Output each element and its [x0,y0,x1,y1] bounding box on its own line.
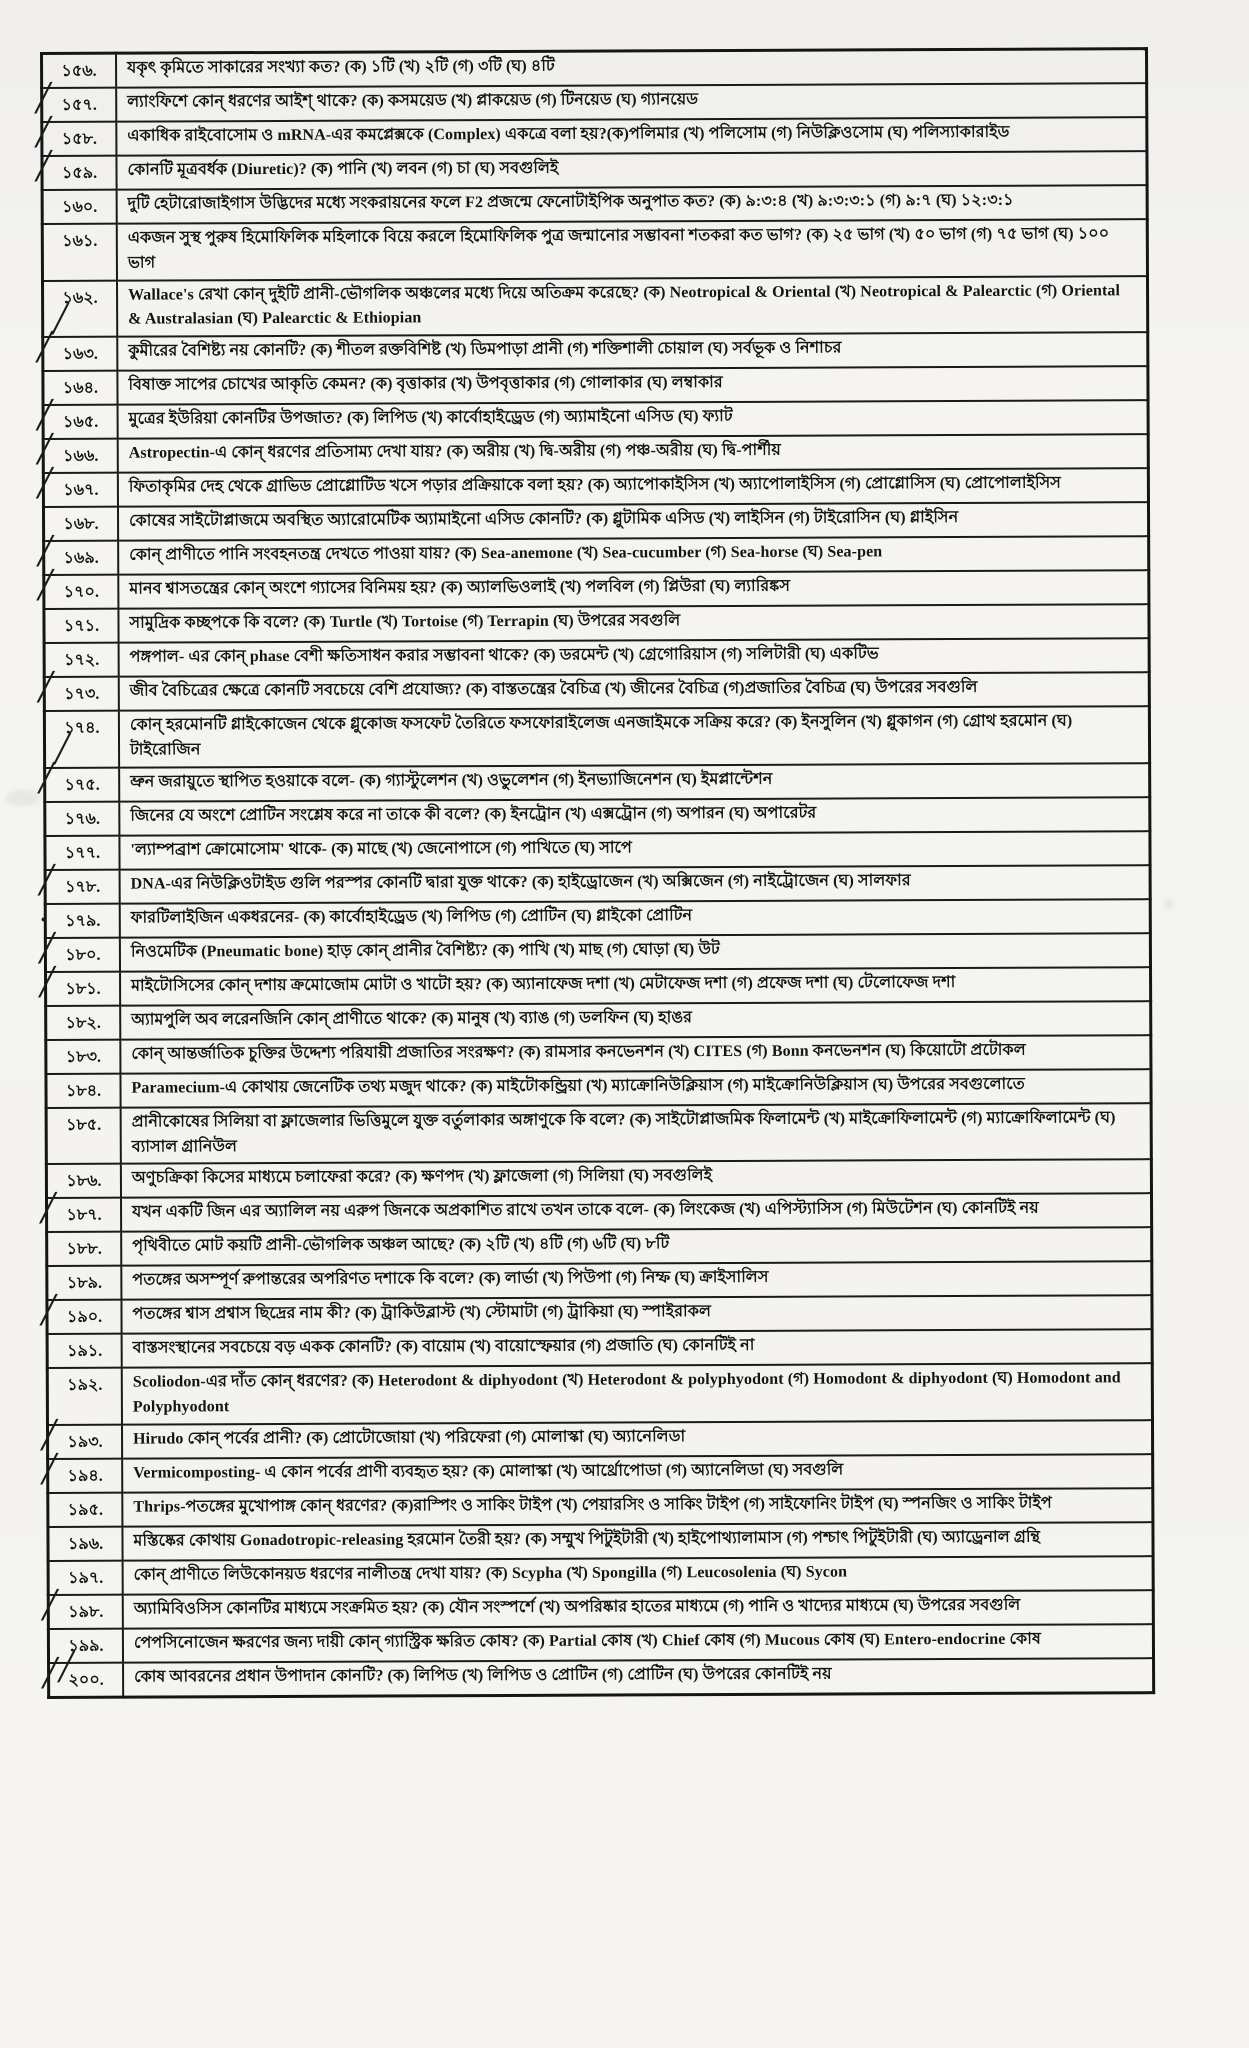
question-number-cell [46,1073,121,1107]
question-row [48,1488,1153,1527]
pen-tick-icon [54,734,74,760]
question-text: Astropectin-এ কোন্ ধরণের প্রতিসাম্য দেখা যায়? (ক) অরীয় (খ) দ্বি-অরীয় (গ) পঞ্চ-অরীয় (ঘ) দ্বি-পার্শীয় [118,434,1149,472]
question-row [44,672,1149,711]
question-number: ১৮২. [65,1014,101,1032]
question-text: কোষ আবরনের প্রধান উপাদান কোনটি? (ক) লিপিড (খ) লিপিড ও প্রোটিন (গ) প্রোটিন (ঘ) উপরের কোনটিই নয় [123,1658,1154,1697]
question-row [49,1658,1154,1697]
question-number: ১৯০. [66,1309,103,1327]
question-text: যকৃৎ কৃমিতে সাকারের সংখ্যা কত? (ক) ১টি (খ) ২টি (গ) ৩টি (ঘ) ৪টি [116,49,1147,88]
question-number: ১৬৭. [63,481,99,500]
question-number-cell [42,156,117,190]
question-text: কুমীরের বৈশিষ্ট্য নয় কোনটি? (ক) শীতল রক্তবিশিষ্ট (খ) ডিমপাড়া প্রানী (গ) শক্তিশালী চোয়াল (ঘ) সর্বভূক ও নিশাচর [117,332,1148,370]
question-number-cell [46,1005,121,1039]
question-number: ১৯৫. [67,1501,103,1519]
question-text: অণুচক্রিকা কিসের মাধ্যমে চলাফেরা করে? (ক) ক্ষণপদ (খ) ফ্লাজেলা (গ) সিলিয়া (ঘ) সবগুলিই [121,1160,1152,1198]
question-number: ১৯৩. [67,1433,103,1451]
question-number-cell [45,801,120,835]
question-text: প্রানীকোষের সিলিয়া বা ফ্লাজেলার ভিত্তিমুলে যুক্ত বর্তুলাকার অঙ্গাণুকে কি বলে? (ক) সাইটোপ্লাজমিক ফিলামেন্ট (খ) মাইক্রোফিলামেন্ট (গ) ম্যাক্রোফিলামেন্ট (ঘ) ব্যাসাল গ্রানিউল [121,1103,1152,1164]
question-number-cell [48,1561,123,1595]
question-text: Wallace's রেখা কোন্ দুইটি প্রানী-ভৌগলিক অঞ্চলের মধ্যে দিয়ে অতিক্রম করেছে? (ক) Neotropical & Oriental (খ) Neotropical & Palearctic (গ) Oriental & Australasian (ঘ) Palearctic & Ethiopian [117,276,1148,337]
question-number-cell [45,767,120,801]
question-number-cell [42,122,117,156]
pen-tick-icon [41,914,51,924]
question-text: মস্তিষ্কের কোথায় Gonadotropic-releasing হরমোন তৈরী হয়? (ক) সম্মুখ পিটুইটারী (খ) হাইপোথ্যালামাস (গ) পশ্চাৎ পিটুইটারী (ঘ) অ্যাড্রেনাল গ্রন্থি [122,1522,1153,1560]
question-row [47,1228,1152,1267]
question-text: নিওমেটিক (Pneumatic bone) হাড় কোন্ প্রানীর বৈশিষ্ট্য? (ক) পাখি (খ) মাছ (গ) ঘোড়া (ঘ) উট [120,933,1151,971]
pen-tick-icon [52,303,72,329]
question-text: পতঙ্গের শ্বাস প্রশ্বাস ছিদ্রের নাম কী? (ক) ট্রাকিউব্লাস্ট (খ) স্টোমাটা (গ) ট্রাকিয়া (ঘ) স্পাইরাকল [121,1296,1152,1334]
question-number: ১৯৭. [68,1569,104,1587]
question-number: ১৭০. [63,583,99,602]
question-row [46,1001,1151,1040]
question-number-cell [45,937,120,971]
question-number-cell [46,971,121,1005]
question-number-cell [47,1425,122,1459]
question-row [43,400,1148,439]
question-text: পতঙ্গের অসম্পূর্ণ রুপান্তরের অপরিণত দশাকে কি বলে? (ক) লার্ভা (খ) পিউপা (গ) নিম্ফ (ঘ) ক্রাইসালিস [121,1262,1152,1300]
question-text: একাধিক রাইবোসোম ও mRNA-এর কমপ্লেক্সকে (Complex) একত্রে বলা হয়?(ক)পলিমার (খ) পলিসোম (গ) নিউক্লিওসোম (ঘ) পলিস্যাকারাইড [116,117,1147,155]
question-number: ১৭৪. [64,719,100,738]
question-number: ১৬৪. [62,379,99,398]
question-number: ১৬৫. [62,413,99,432]
scanned-question-sheet [40,47,1155,1699]
question-number-cell [44,541,119,575]
question-number: ১৫৯. [61,164,98,182]
question-row [44,604,1149,643]
question-row [47,1296,1152,1335]
question-row [44,536,1149,575]
question-number-cell [43,507,118,541]
question-number: ১৬৯. [63,549,99,568]
scan-smudge [1164,900,1174,908]
question-row [48,1624,1153,1663]
question-number: ১৭৬. [64,810,100,828]
question-number: ১৮৪. [65,1082,102,1100]
question-row [43,502,1148,541]
question-number-cell [43,439,118,473]
question-text: Scoliodon-এর দাঁত কোন্ ধরণের? (ক) Heterodont & diphyodont (খ) Heterodont & polyphyodont (গ) Homodont & diphyodont (ঘ) Homodont and Polyphyodont [122,1364,1153,1425]
question-text: দুটি হেটারোজাইগাস উদ্ভিদের মধ্যে সংকরায়নের ফলে F2 প্রজন্মে ফেনোটাইপিক অনুপাত কত? (ক) ৯:৩:৪ (খ) ৯:৩:৩:১ (গ) ৯:৭ (ঘ) ১২:৩:১ [117,185,1148,223]
question-number: ১৯১. [67,1343,103,1361]
question-text: সামুদ্রিক কচ্ছপকে কি বলে? (ক) Turtle (খ) Tortoise (গ) Terrapin (ঘ) উপরের সবগুলি [118,604,1149,642]
question-text: মুত্রের ইউরিয়া কোনটির উপজাত? (ক) লিপিড (খ) কার্বোহাইড্রেড (গ) অ্যামাইনো এসিড (ঘ) ফ্যাট [118,400,1149,438]
question-row [42,185,1147,224]
question-rows [42,49,1154,1698]
question-row [47,1262,1152,1301]
question-number: ১৬০. [62,198,98,216]
question-number-cell [49,1663,124,1698]
question-row [47,1330,1152,1369]
question-number: ১৫৬. [61,62,97,80]
question-number-cell [42,190,117,224]
question-number: ১৯৬. [67,1535,104,1553]
question-number: ১৮৩. [65,1048,102,1066]
question-number-cell [43,473,118,507]
question-number: ১৮৯. [66,1275,102,1293]
question-text: অ্যামিবিওসিস কোনটির মাধ্যমে সংক্রমিত হয়? (ক) যৌন সংস্পর্শে (খ) অপরিষ্কার হাতের মাধ্যমে (গ) পানি ও খাদ্যের মাধ্যমে (ঘ) উপরের সবগুলি [123,1590,1154,1628]
question-text: ফারটিলাইজিন একধরনের- (ক) কার্বোহাইড্রেড (খ) লিপিড (গ) প্রোটিন (ঘ) গ্লাইকো প্রোটিন [120,899,1151,937]
question-row [42,49,1147,88]
question-text: পঙ্গপাল- এর কোন্ phase বেশী ক্ষতিসাধন করার সম্ভাবনা থাকে? (ক) ডরমেন্ট (খ) গ্রেগোরিয়াস (গ) সলিটারী (ঘ) একটিভ [119,638,1150,676]
question-number-cell [42,88,117,122]
question-number: ১৬১. [62,232,98,250]
question-row [46,967,1151,1006]
question-row [43,332,1148,371]
question-number-cell [44,575,119,609]
question-row [46,1160,1151,1199]
question-row [47,1194,1152,1233]
question-row [48,1522,1153,1561]
question-number-cell [45,835,120,869]
question-number-cell [43,405,118,439]
question-number-cell [43,371,118,405]
question-number: ১৬৮. [63,515,99,534]
question-text: জীব বৈচিত্রের ক্ষেত্রে কোনটি সবচেয়ে বেশি প্রযোজ্য? (ক) বাস্ততন্ত্রের বৈচিত্র (খ) জীনের বৈচিত্র (গ)প্রজাতির বৈচিত্র (ঘ) উপরের সবগুলি [119,672,1150,710]
question-number: ১৮০. [65,946,101,964]
question-number: ১৭৩. [64,685,100,704]
question-number: ১৫৮. [61,130,97,148]
question-number-cell [42,280,117,337]
question-text: কোন্ প্রাণীতে লিউকোনয়ড ধরণের নালীতন্ত্র দেখা যায়? (ক) Scypha (খ) Spongilla (গ) Leucosolenia (ঘ) Sycon [123,1556,1154,1594]
question-text: যখন একটি জিন এর অ্যালিল নয় এরুপ জিনকে অপ্রকাশিত রাখে তখন তাকে বলে- (ক) লিংকেজ (খ) এপিস্ট্যাসিস (গ) মিউটেশন (ঘ) কোনটিই নয় [121,1194,1152,1232]
question-text: কোন্ প্রাণীতে পানি সংবহনতন্ত্র দেখতে পাওয়া যায়? (ক) Sea-anemone (খ) Sea-cucumber (গ) Sea-horse (ঘ) Sea-pen [118,536,1149,574]
question-row [46,1035,1151,1074]
question-number: ১৯২. [67,1377,103,1395]
question-number-cell [48,1595,123,1629]
question-number-cell [44,609,119,643]
question-number: ১৭৮. [65,878,101,896]
question-number: ১৬৬. [63,447,99,466]
question-number-cell [47,1334,122,1368]
question-number: ২০০. [68,1671,104,1689]
question-number: ১৫৭. [61,96,97,114]
question-row [43,434,1148,473]
question-number: ১৯৮. [68,1603,104,1621]
question-number: ১৭১. [63,617,100,636]
question-number-cell [47,1300,122,1334]
question-text: কোন্ হরমোনটি গ্লাইকোজেন থেকে গ্লুকোজ ফসফেট তৈরিতে ফসফোরাইলেজ এনজাইমকে সক্রিয় করে? (ক) ইনসুলিন (খ) গ্লুকাগন (গ) গ্রোথ হরমোন (ঘ) টাইরোজিন [119,706,1150,767]
question-text: ভ্রুন জরায়ুতে স্থাপিত হওয়াকে বলে- (ক) গ্যাস্টুলেশন (খ) ওভুলেশন (গ) ইনভ্যাজিনেশন (ঘ) ইমপ্লান্টেশন [119,763,1150,801]
question-text: কোষের সাইটোপ্লাজমে অবস্থিত অ্যারোমেটিক অ্যামাইনো এসিড কোনটি? (ক) গ্লুটামিক এসিড (খ) লাইসিন (গ) টাইরোসিন (ঘ) গ্লাইসিন [118,502,1149,540]
question-number: ১৭২. [64,651,100,670]
question-row [48,1454,1153,1493]
question-number: ১৭৭. [64,844,101,862]
question-row [47,1420,1152,1459]
question-number-cell [47,1232,122,1266]
question-number-cell [43,337,118,371]
question-number-cell [44,677,119,711]
question-number: ১৮৭. [66,1207,102,1225]
question-number-cell [47,1368,122,1425]
question-text: কোন্ আন্তর্জাতিক চুক্তির উদ্দেশ্য পরিযায়ী প্রজাতির সংরক্ষণ? (ক) রামসার কনভেনশন (খ) CITES (গ) Bonn কনভেনশন (ঘ) কিয়োটো প্রটোকল [120,1035,1151,1073]
question-text: বিষাক্ত সাপের চোখের আকৃতি কেমন? (ক) বৃত্তাকার (খ) উপবৃত্তাকার (গ) গোলাকার (ঘ) লম্বাকার [117,366,1148,404]
question-row [45,899,1150,938]
question-row [45,797,1150,836]
question-text: DNA-এর নিউক্লিওটাইড গুলি পরস্পর কোনটি দ্বারা যুক্ত থাকে? (ক) হাইড্রোজেন (খ) অক্সিজেন (গ) নাইট্রোজেন (ঘ) সালফার [120,865,1151,903]
question-number-cell [42,53,117,88]
question-text: মাইটোসিসের কোন্ দশায় ক্রমোজোম মোটা ও খাটো হয়? (ক) অ্যানাফেজ দশা (খ) মেটাফেজ দশা (গ) প্রফেজ দশা (ঘ) টেলোফেজ দশা [120,967,1151,1005]
scan-smudge [6,790,40,806]
question-number: ১৭৫. [64,776,100,794]
question-number-cell [45,869,120,903]
question-row [48,1556,1153,1595]
question-number-cell [48,1459,123,1493]
question-number-cell [48,1527,123,1561]
question-number-cell [46,1107,121,1164]
question-number-cell [47,1266,122,1300]
question-number: ১৮৮. [66,1241,102,1259]
question-number-cell [42,224,117,281]
question-row [45,865,1150,904]
question-row [48,1590,1153,1629]
question-number-cell [48,1493,123,1527]
question-row [46,1103,1151,1164]
question-row [43,468,1148,507]
question-number: ১৯৪. [67,1467,103,1485]
question-row [45,763,1150,802]
question-number: ১৮১. [65,980,101,998]
question-text: পৃথিবীতে মোট কয়টি প্রানী-ভৌগলিক অঞ্চল আছে? (ক) ২টি (খ) ৪টি (গ) ৬টি (ঘ) ৮টি [121,1228,1152,1266]
question-text: পেপসিনোজেন ক্ষরণের জন্য দায়ী কোন্ গ্যাস্ট্রিক ক্ষরিত কোষ? (ক) Partial কোষ (খ) Chief কোষ (গ) Mucous কোষ (ঘ) Entero-endocrine কোষ [123,1624,1154,1662]
question-text: Thrips-পতঙ্গের মুখোপাঙ্গ কোন্ ধরণের? (ক)রাস্পিং ও সাকিং টাইপ (খ) পেয়ারসিং ও সাকিং টাইপ (গ) সাইফোনিং টাইপ (ঘ) স্পনজিং ও সাকিং টাইপ [122,1488,1153,1526]
question-row [44,706,1149,767]
question-row [42,151,1147,190]
question-row [45,933,1150,972]
question-number-cell [46,1039,121,1073]
question-number: ১৮৫. [66,1116,102,1134]
question-row [43,366,1148,405]
question-number-cell [44,711,119,768]
question-number: ১৮৬. [66,1173,102,1191]
question-number-cell [45,903,120,937]
question-number: ১৬২. [62,289,98,307]
question-number: ১৭৯. [65,912,101,930]
question-number: ১৯৯. [68,1637,104,1655]
question-text: 'ল্যাম্পব্রাশ ক্রোমোসোম' থাকে- (ক) মাছে (খ) জেনোপাসে (গ) পাখিতে (ঘ) সাপে [119,831,1150,869]
question-number-cell [46,1164,121,1198]
question-row [44,638,1149,677]
question-row [45,831,1150,870]
question-row [42,83,1147,122]
question-text: Hirudo কোন্ পর্বের প্রানী? (ক) প্রোটোজোয়া (খ) পরিফেরা (গ) মোলাস্কা (ঘ) অ্যানেলিডা [122,1420,1153,1458]
question-text: একজন সুস্থ পুরুষ হিমোফিলিক মহিলাকে বিয়ে করলে হিমোফিলিক পুত্র জন্মানোর সম্ভাবনা শতকরা কত ভাগ? (ক) ২৫ ভাগ (খ) ৫০ ভাগ (গ) ৭৫ ভাগ (ঘ) ১০০ ভাগ [117,219,1148,280]
question-table [40,47,1155,1699]
question-text: অ্যামপুলি অব লরেনজিনি কোন্ প্রাণীতে থাকে? (ক) মানুষ (খ) ব্যাঙ (গ) ডলফিন (ঘ) হাঙর [120,1001,1151,1039]
question-text: কোনটি মূত্রবর্ধক (Diuretic)? (ক) পানি (খ) লবন (গ) চা (ঘ) সবগুলিই [116,151,1147,189]
question-text: বাস্তসংস্থানের সবচেয়ে বড় একক কোনটি? (ক) বায়োম (খ) বায়োস্ফেয়ার (গ) প্রজাতি (ঘ) কোনটিই না [122,1330,1153,1368]
question-row [46,1069,1151,1108]
question-row [42,276,1147,337]
question-row [42,219,1147,280]
question-text: মানব শ্বাসতন্ত্রের কোন্ অংশে গ্যাসের বিনিময় হয়? (ক) অ্যালভিওলাই (খ) পলবিল (গ) প্লিউরা (ঘ) ল্যারিঙ্কস [118,570,1149,608]
question-text: Paramecium-এ কোথায় জেনেটিক তথ্য মজুদ থাকে? (ক) মাইটোকন্ড্রিয়া (খ) ম্যাক্রোনিউক্লিয়াস (গ) মাইক্রোনিউক্লিয়াস (ঘ) উপরের সবগুলোতে [120,1069,1151,1107]
question-text: জিনের যে অংশে প্রোটিন সংশ্লেষ করে না তাকে কী বলে? (ক) ইনট্রোন (খ) এক্সট্রোন (গ) অপারন (ঘ) অপারেটর [119,797,1150,835]
question-number-cell [48,1629,123,1663]
question-number-cell [47,1198,122,1232]
question-text: ফিতাকৃমির দেহ থেকে গ্রাভিড প্রোগ্লোটিড খসে পড়ার প্রক্রিয়াকে বলা হয়? (ক) অ্যাপোকাইসিস (খ) অ্যাপোলাইসিস (গ) প্রোগ্লোসিস (ঘ) প্রোপোলাইসিস [118,468,1149,506]
question-number: ১৬৩. [62,345,98,364]
question-text: ল্যাংফিশে কোন্ ধরণের আইশ্ থাকে? (ক) কসময়েড (খ) প্লাকয়েড (গ) টিনয়েড (ঘ) গ্যানয়েড [116,83,1147,121]
question-row [42,117,1147,156]
question-text: Vermicomposting- এ কোন পর্বের প্রাণী ব্যবহৃত হয়? (ক) মোলাস্কা (খ) আর্থ্রোপোডা (গ) অ্যানেলিডা (ঘ) সবগুলি [122,1454,1153,1492]
question-row [47,1364,1152,1425]
question-row [44,570,1149,609]
question-number-cell [44,643,119,677]
